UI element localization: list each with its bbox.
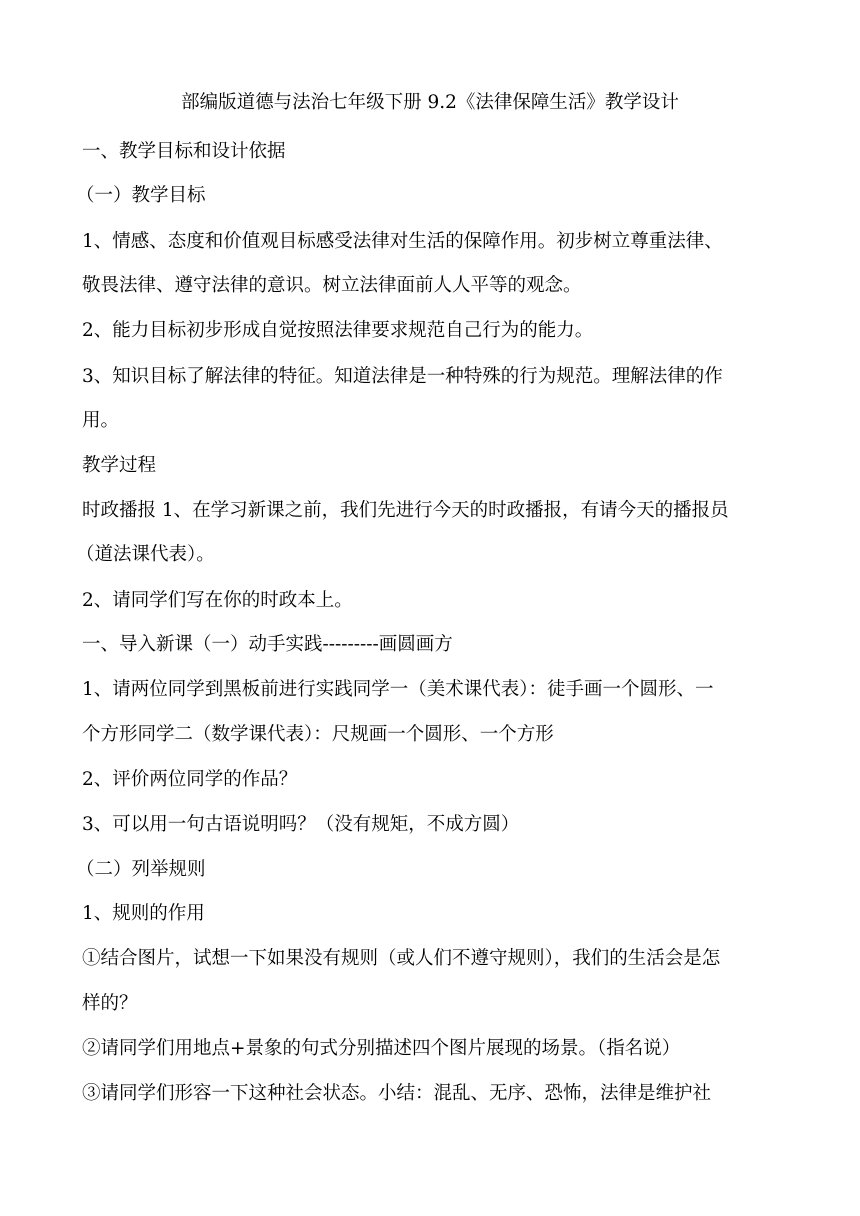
paragraph-line: ③请同学们形容一下这种社会状态。小结：混乱、无序、恐怖，法律是维护社 xyxy=(82,1083,712,1104)
paragraph-line: （道法课代表）。 xyxy=(76,544,215,565)
section-heading: 教学过程 xyxy=(82,455,157,476)
paragraph-line: 3、可以用一句古语说明吗？（没有规矩，不成方圆） xyxy=(82,814,520,835)
paragraph-line: 1、情感、态度和价值观目标感受法律对生活的保障作用。初步树立尊重法律、 xyxy=(82,231,723,252)
subsection-heading: （一）教学目标 xyxy=(76,185,206,206)
section-heading: 一、导入新课（一）动手实践---------画圆画方 xyxy=(82,634,453,655)
paragraph-line: 2、能力目标初步形成自觉按照法律要求规范自己行为的能力。 xyxy=(82,320,594,341)
section-heading: 一、教学目标和设计依据 xyxy=(82,141,286,162)
paragraph-line: 2、评价两位同学的作品？ xyxy=(82,769,298,790)
paragraph-line: 2、请同学们写在你的时政本上。 xyxy=(82,590,353,611)
subsection-heading: （二）列举规则 xyxy=(76,859,206,880)
document-title: 部编版道德与法治七年级下册 9.2《法律保障生活》教学设计 xyxy=(181,92,679,113)
paragraph-line: 用。 xyxy=(82,410,120,431)
paragraph-line: 样的？ xyxy=(82,993,138,1014)
paragraph-line: 个方形同学二（数学课代表）：尺规画一个圆形、一个方形 xyxy=(82,724,554,745)
paragraph-line: 3、知识目标了解法律的特征。知道法律是一种特殊的行为规范。理解法律的作 xyxy=(82,366,723,387)
paragraph-line: ②请同学们用地点+景象的句式分别描述四个图片展现的场景。（指名说） xyxy=(82,1038,681,1059)
paragraph-line: 敬畏法律、遵守法律的意识。树立法律面前人人平等的观念。 xyxy=(82,275,582,296)
paragraph-line: 时政播报 1、在学习新课之前，我们先进行今天的时政播报，有请今天的播报员 xyxy=(82,500,729,521)
paragraph-line: 1、规则的作用 xyxy=(82,903,205,924)
paragraph-line: 1、请两位同学到黑板前进行实践同学一（美术课代表）：徒手画一个圆形、一 xyxy=(82,679,714,700)
paragraph-line: ①结合图片，试想一下如果没有规则（或人们不遵守规则），我们的生活会是怎 xyxy=(82,948,721,969)
